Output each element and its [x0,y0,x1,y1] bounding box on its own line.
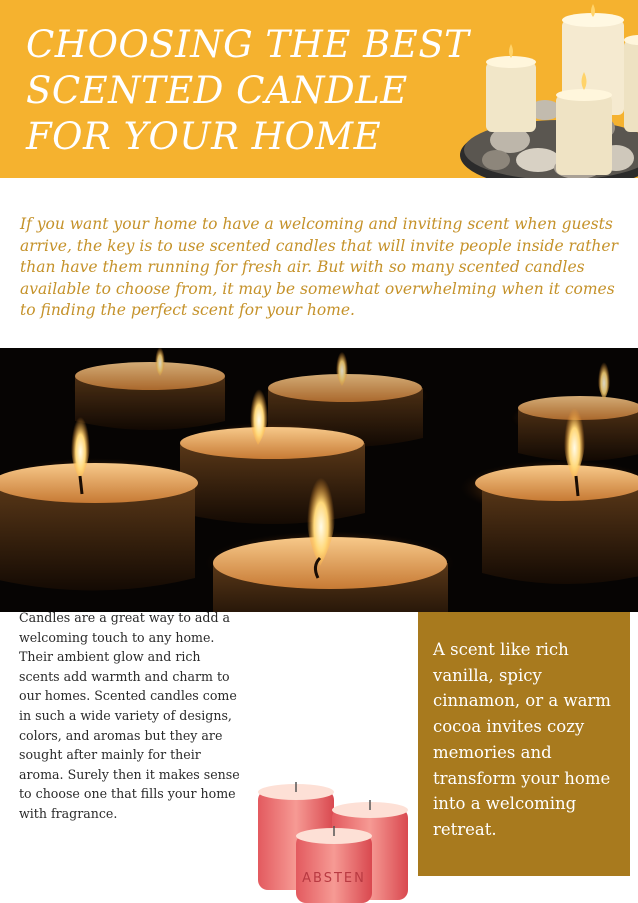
tealight-candles-photo [0,348,638,612]
intro-paragraph: If you want your home to have a welcoming and inviting scent when guests arrive, the key is to use scented candles that will invite people inside rather than have them running for fresh air. But with so many scented candles available to choose from, it may be somewhat overwhelming when it comes to finding the perfect scent for your home. [20,215,618,319]
callout-text: A scent like rich vanilla, spicy cinnamon, or a warm cocoa invites cozy memories and transform your home into a welcoming retreat. [433,640,611,839]
page-title: CHOOSING THE BEST SCENTED CANDLE FOR YOUR HOME [26,23,470,158]
pink-jar-candles-image [252,772,412,903]
product-label: ABSTEN [302,871,366,886]
body-paragraph: Candles are a great way to add a welcoming touch to any home. Their ambient glow and rich scents add warmth and charm to our homes. Scented candles come in such a wide variety of designs, colors, and aromas but they are sought after mainly for their aroma. Surely then it makes sense to choose one that fills your home with fragrance. [19,610,240,821]
candles-on-tray-image [460,0,638,178]
callout-box [418,612,630,876]
header-banner [0,0,638,178]
